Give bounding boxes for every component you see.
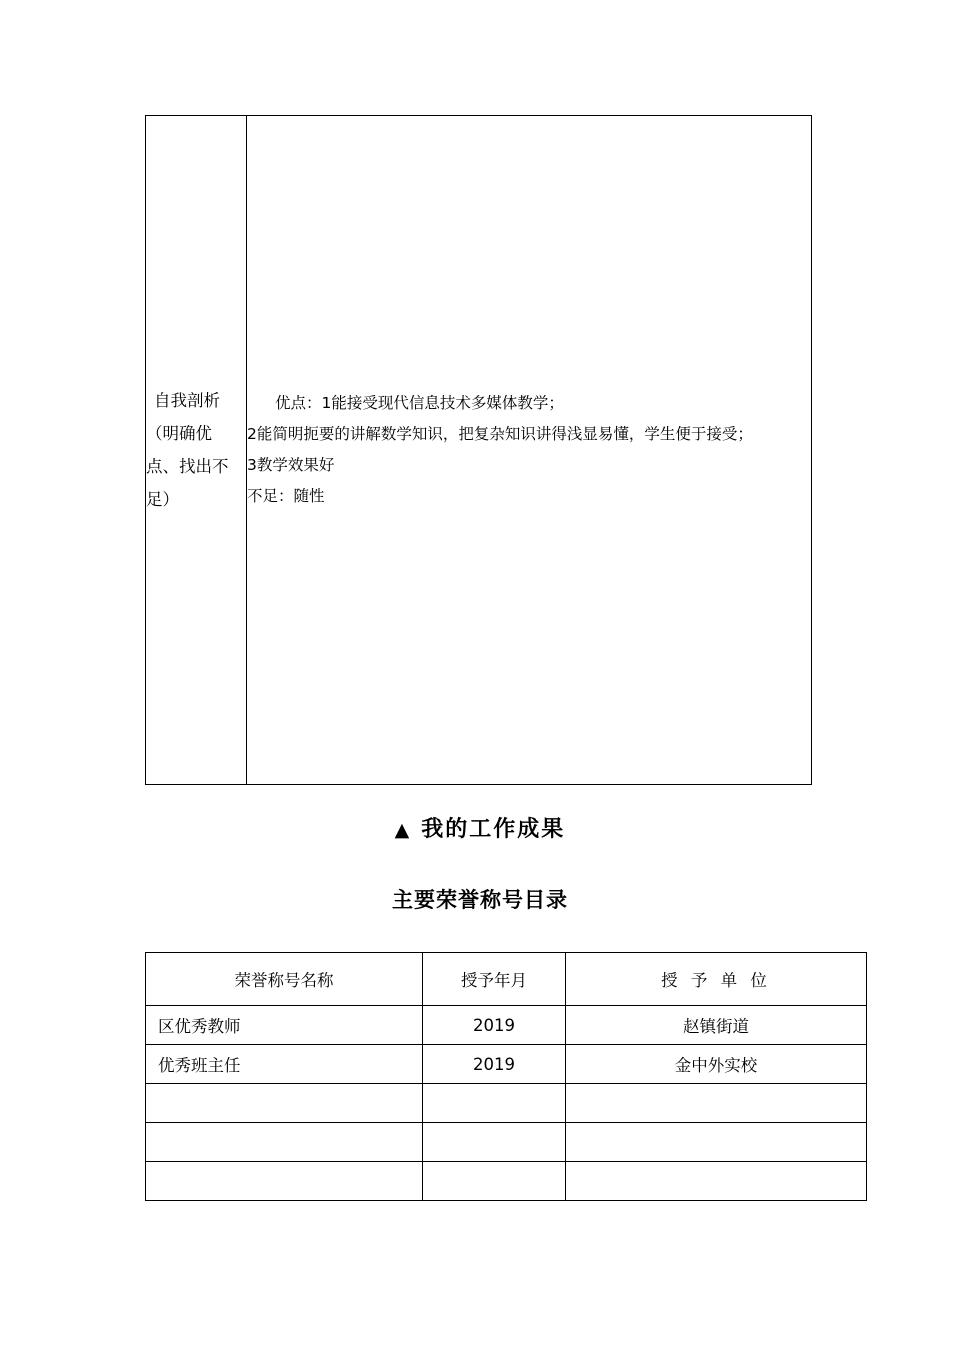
self-analysis-label-line-2: （明确优 <box>146 424 212 443</box>
cell-award-date: 2019 <box>423 1045 566 1084</box>
cell-award-date: 2019 <box>423 1006 566 1045</box>
cell-honor-name: 优秀班主任 <box>146 1045 423 1084</box>
self-analysis-line-3: 3教学效果好 <box>247 456 335 474</box>
table-row <box>146 1084 867 1123</box>
self-analysis-label-line-1: 自我剖析 <box>154 391 220 410</box>
triangle-marker-icon: ▲ <box>394 819 412 841</box>
cell-award-date <box>423 1084 566 1123</box>
table-row <box>146 1006 867 1045</box>
self-analysis-line-1: 优点：1能接受现代信息技术多媒体教学； <box>275 394 564 412</box>
cell-award-unit <box>566 1084 867 1123</box>
self-analysis-table <box>145 115 812 785</box>
self-analysis-line-2: 2能简明扼要的讲解数学知识，把复杂知识讲得浅显易懂，学生便于接受； <box>247 425 753 443</box>
table-row <box>146 116 812 785</box>
cell-honor-name: 区优秀教师 <box>146 1006 423 1045</box>
work-results-heading <box>0 812 960 843</box>
table-header-row <box>146 953 867 1006</box>
cell-award-unit <box>566 1162 867 1201</box>
cell-award-unit: 金中外实校 <box>566 1045 867 1084</box>
honor-list-heading: 主要荣誉称号目录 <box>392 888 568 912</box>
self-analysis-label-cell <box>146 116 247 785</box>
honor-table <box>145 952 867 1201</box>
column-header-award-date: 授予年月 <box>423 953 566 1006</box>
column-header-award-unit: 授 予 单 位 <box>566 953 867 1006</box>
column-header-honor-name: 荣誉称号名称 <box>146 953 423 1006</box>
table-row <box>146 1123 867 1162</box>
cell-honor-name <box>146 1123 423 1162</box>
self-analysis-body-cell <box>247 116 812 785</box>
cell-award-unit: 赵镇街道 <box>566 1006 867 1045</box>
self-analysis-label-line-3: 点、找出不 <box>146 457 229 476</box>
cell-honor-name <box>146 1162 423 1201</box>
table-row <box>146 1045 867 1084</box>
cell-award-date <box>423 1162 566 1201</box>
cell-award-unit <box>566 1123 867 1162</box>
work-results-heading-text: 我的工作成果 <box>421 817 566 842</box>
self-analysis-line-4: 不足：随性 <box>247 487 325 505</box>
self-analysis-label-line-4: 足） <box>146 490 179 509</box>
table-row <box>146 1162 867 1201</box>
cell-award-date <box>423 1123 566 1162</box>
cell-honor-name <box>146 1084 423 1123</box>
